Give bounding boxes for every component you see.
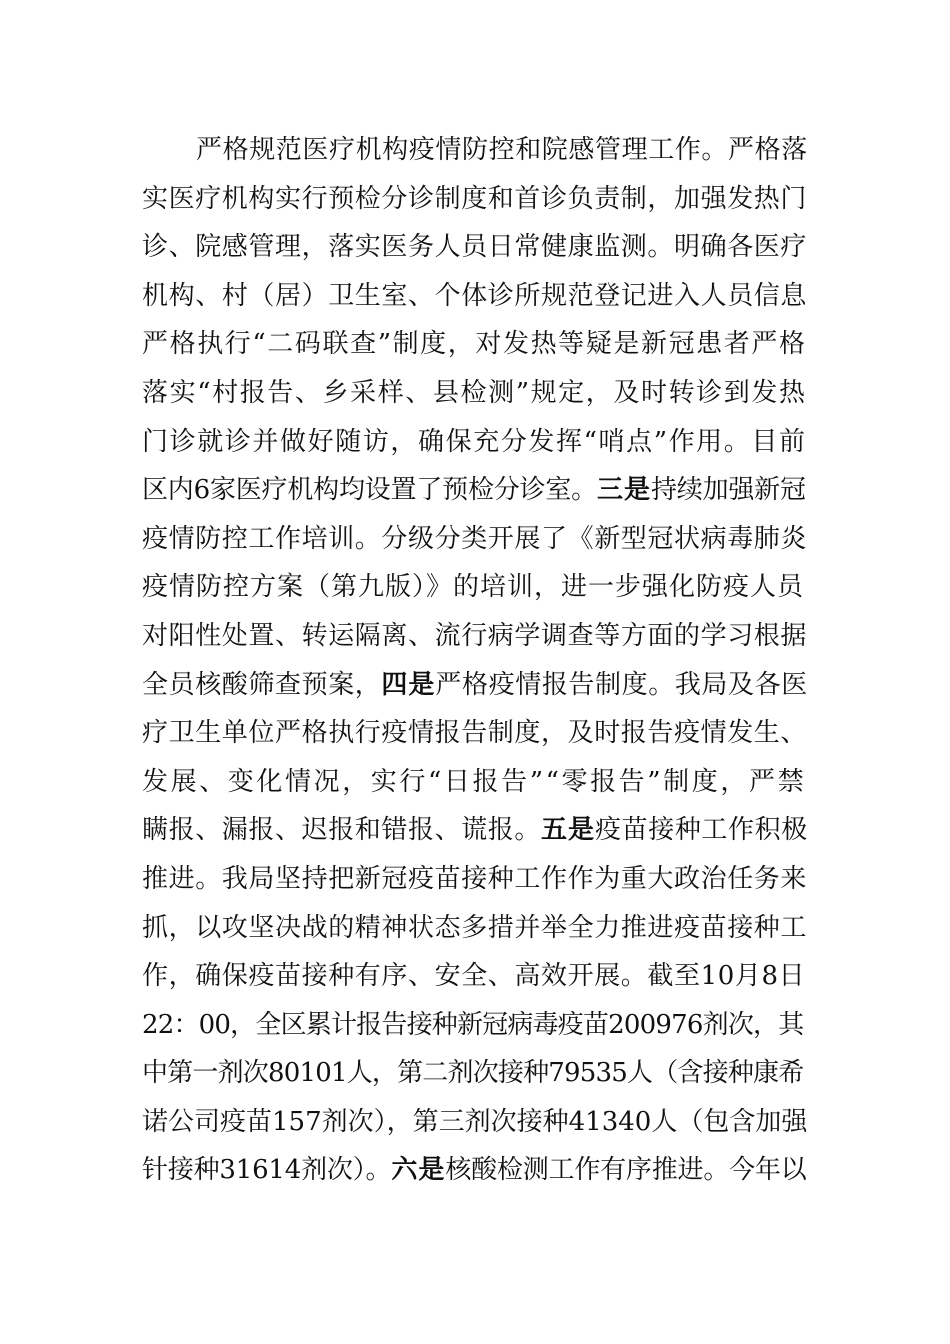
text-line: 对阳性处置、转运隔离、流行病学调查等方面的学习根据 bbox=[142, 620, 808, 651]
text-line: 推进。我局坚持把新冠疫苗接种工作作为重大政治任务来 bbox=[142, 863, 808, 894]
body-paragraph bbox=[142, 126, 808, 1195]
text-line: 瞒报、漏报、迟报和错报、谎报。五是疫苗接种工作积极 bbox=[142, 815, 808, 846]
text-line: 抓，以攻坚决战的精神状态多措并举全力推进疫苗接种工 bbox=[142, 912, 808, 943]
text-line: 中第一剂次80101人，第二剂次接种79535人（含接种康希 bbox=[142, 1058, 804, 1089]
text-line: 严格规范医疗机构疫情防控和院感管理工作。严格落 bbox=[196, 135, 808, 165]
text-line: 实医疗机构实行预检分诊制度和首诊负责制，加强发热门 bbox=[142, 183, 808, 214]
text-line: 发展、变化情况，实行“日报告”“零报告”制度，严禁 bbox=[142, 766, 807, 797]
highlight-sishi: 四是 bbox=[381, 669, 436, 700]
text-line: 作，确保疫苗接种有序、安全、高效开展。截至10月8日 bbox=[142, 961, 806, 992]
text-line: 门诊就诊并做好随访，确保充分发挥“哨点”作用。目前 bbox=[142, 426, 807, 457]
highlight-wushi: 五是 bbox=[541, 815, 596, 846]
text-line: 疫情防控方案（第九版）》的培训，进一步强化防疫人员 bbox=[142, 572, 805, 603]
highlight-sanshi: 三是 bbox=[596, 475, 651, 506]
highlight-liushi: 六是 bbox=[391, 1155, 446, 1186]
text-line: 落实“村报告、乡采样、县检测”规定，及时转诊到发热 bbox=[142, 377, 807, 408]
text-line: 全员核酸筛查预案，四是严格疫情报告制度。我局及各医 bbox=[142, 669, 808, 700]
text-line: 诺公司疫苗157剂次），第三剂次接种41340人（包含加强 bbox=[142, 1106, 808, 1137]
text-line: 疗卫生单位严格执行疫情报告制度，及时报告疫情发生、 bbox=[142, 718, 808, 749]
text-line: 诊、院感管理，落实医务人员日常健康监测。明确各医疗 bbox=[142, 232, 808, 263]
text-line: 针接种31614剂次）。六是核酸检测工作有序推进。今年以 bbox=[142, 1155, 807, 1186]
text-line: 疫情防控工作培训。分级分类开展了《新型冠状病毒肺炎 bbox=[142, 523, 808, 554]
text-line: 严格执行“二码联查”制度，对发热等疑是新冠患者严格 bbox=[142, 329, 807, 360]
text-line: 区内6家医疗机构均设置了预检分诊室。三是持续加强新冠 bbox=[142, 475, 806, 506]
text-line: 机构、村（居）卫生室、个体诊所规范登记进入人员信息 bbox=[142, 280, 808, 311]
text-line: 22：00，全区累计报告接种新冠病毒疫苗200976剂次，其 bbox=[142, 1009, 804, 1040]
